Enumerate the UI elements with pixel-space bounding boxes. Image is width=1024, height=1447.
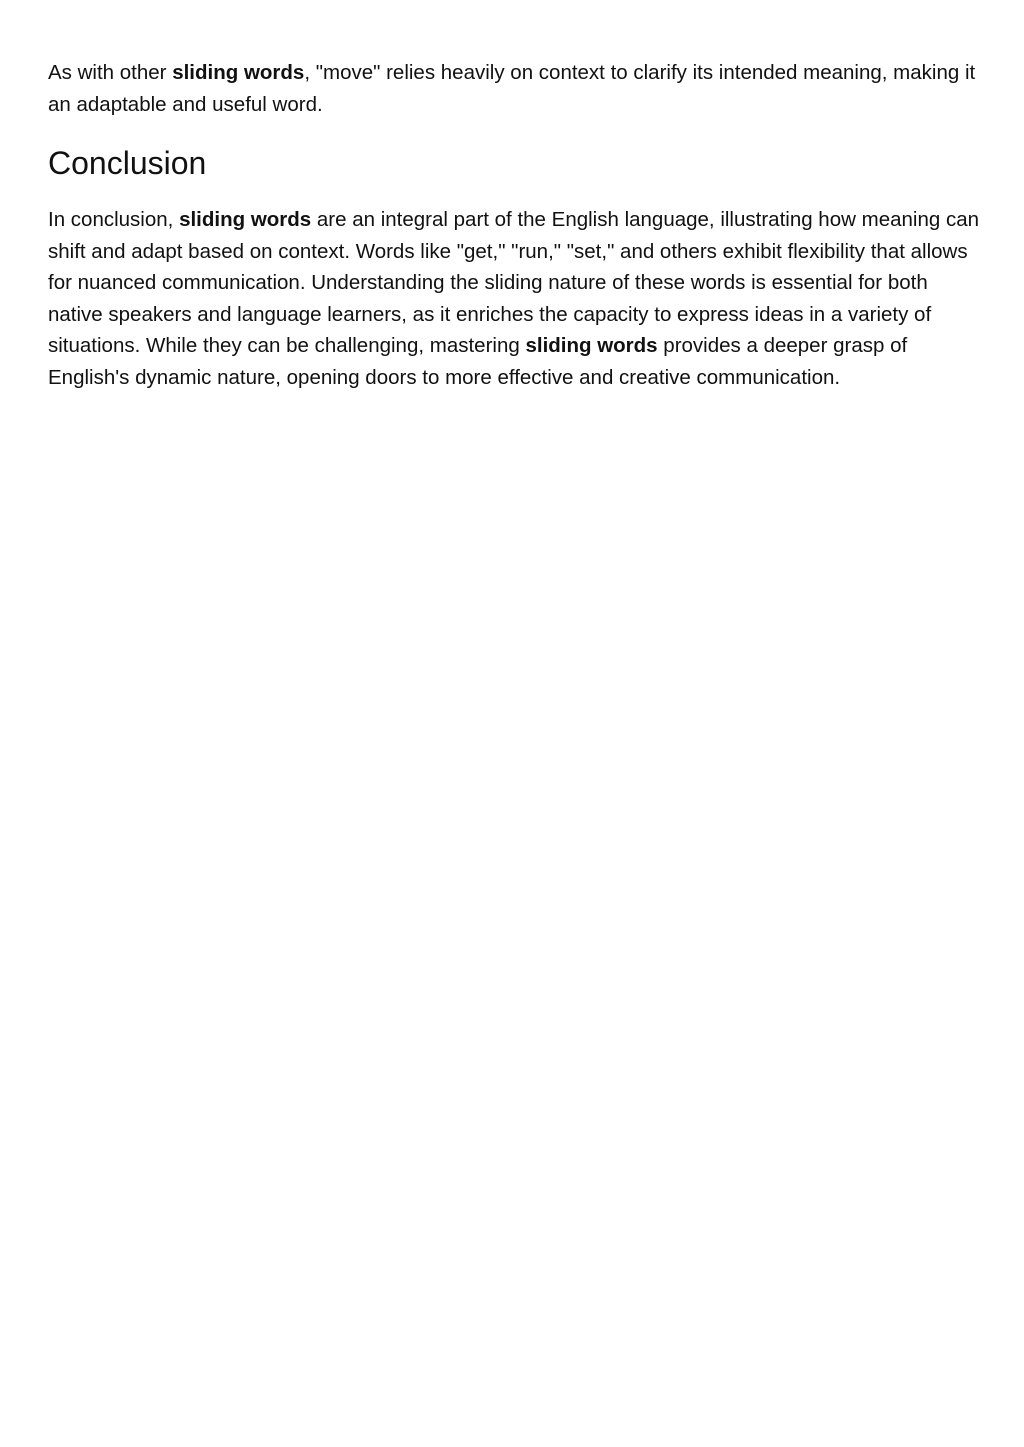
bold-term: sliding words bbox=[172, 61, 305, 84]
paragraph-text: provides a deeper grasp of English's dynamic nature, opening doors to more effective and creative communication. bbox=[48, 334, 908, 389]
conclusion-paragraph bbox=[48, 204, 984, 393]
paragraph-text: are an integral part of the English language, illustrating how meaning can shift and adapt based on context. Words like "get," "run," "set," and others exhibit flexibility that allows for nuanced communication. Understanding the sliding nature of these words is essential for both native speakers and language learners, as it enriches the capacity to express ideas in a variety of situations. While they can be challenging, mastering bbox=[48, 208, 979, 357]
paragraph-text: As with other bbox=[48, 61, 173, 84]
intro-paragraph bbox=[48, 57, 984, 120]
section-heading: Conclusion bbox=[48, 145, 207, 181]
bold-term: sliding words bbox=[179, 208, 312, 231]
paragraph-text: , "move" relies heavily on context to clarify its intended meaning, making it an adaptable and useful word. bbox=[48, 61, 976, 116]
bold-term: sliding words bbox=[525, 334, 658, 357]
paragraph-text: In conclusion, bbox=[48, 208, 180, 231]
